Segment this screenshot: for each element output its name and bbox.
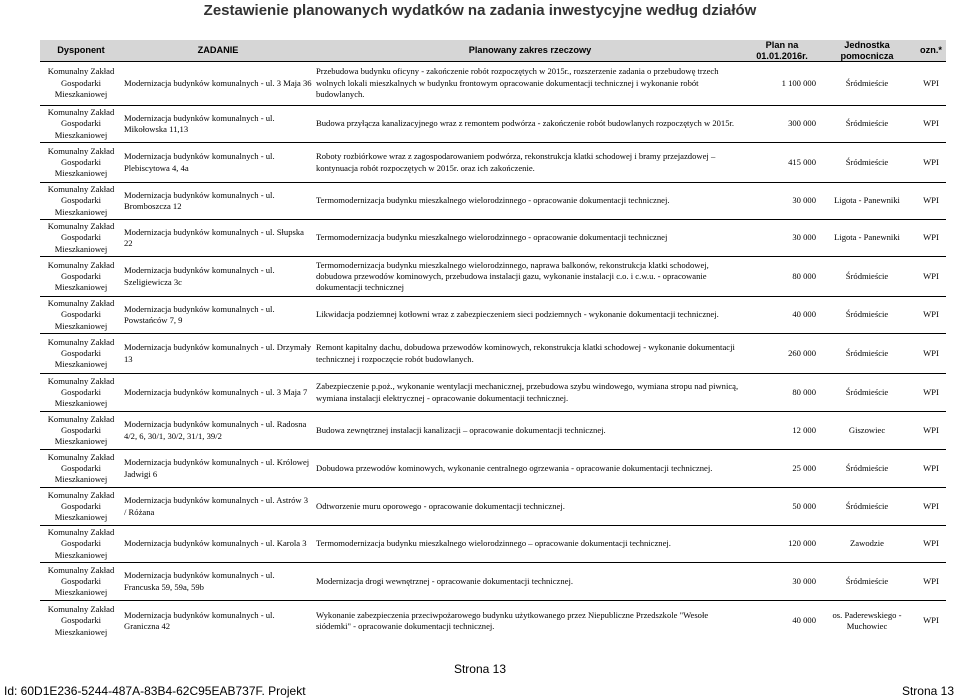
plan-value: 120 000 bbox=[746, 526, 818, 563]
scope-cell: Dobudowa przewodów kominowych, wykonanie centralnego ogrzewania - opracowanie dokumentacji technicznej. bbox=[314, 450, 746, 488]
scope-cell: Termomodernizacja budynku mieszkalnego wielorodzinnego - opracowanie dokumentacji technicznej bbox=[314, 220, 746, 257]
dysponent-cell: Komunalny Zakład Gospodarki Mieszkaniowej bbox=[40, 526, 122, 563]
scope-cell: Wykonanie zabezpieczenia przeciwpożarowego budynku użytkowanego przez Niepubliczne Przedszkole "Wesołe siódemki" - opracowanie dokumentacji technicznej. bbox=[314, 601, 746, 641]
header-plan bbox=[746, 40, 818, 62]
table-row bbox=[40, 450, 946, 488]
task-cell: Modernizacja budynków komunalnych - ul. Szeligiewicza 3c bbox=[122, 257, 314, 297]
unit-cell: Śródmieście bbox=[818, 450, 916, 488]
task-cell: Modernizacja budynków komunalnych - ul. Plebiscytowa 4, 4a bbox=[122, 143, 314, 183]
task-cell: Modernizacja budynków komunalnych - ul. Drzymały 13 bbox=[122, 334, 314, 374]
task-cell: Modernizacja budynków komunalnych - ul. Mikołowska 11,13 bbox=[122, 106, 314, 143]
unit-cell: Ligota - Panewniki bbox=[818, 220, 916, 257]
task-cell: Modernizacja budynków komunalnych - ul. Radosna 4/2, 6, 30/1, 30/2, 31/1, 39/2 bbox=[122, 412, 314, 450]
task-cell: Modernizacja budynków komunalnych - ul. Astrów 3 / Różana bbox=[122, 488, 314, 526]
document-title: Zestawienie planowanych wydatków na zadania inwestycyjne według działów bbox=[203, 2, 757, 19]
task-cell: Modernizacja budynków komunalnych - ul. Francuska 59, 59a, 59b bbox=[122, 563, 314, 601]
header-plan-line1: Plan na bbox=[765, 40, 799, 51]
table-row bbox=[40, 106, 946, 143]
dysponent-cell: Komunalny Zakład Gospodarki Mieszkaniowej bbox=[40, 412, 122, 450]
unit-cell: Śródmieście bbox=[818, 143, 916, 183]
table-row bbox=[40, 297, 946, 334]
dysponent-cell: Komunalny Zakład Gospodarki Mieszkaniowej bbox=[40, 257, 122, 297]
table-row bbox=[40, 183, 946, 220]
scope-cell: Termomodernizacja budynku mieszkalnego wielorodzinnego, naprawa balkonów, rekonstrukcja klatki schodowej, dobudowa przewodów kominowych, przebudowa instalacji gazu, wykonanie instalacji c.o. i c.w.u. - opracowanie dokumentacji technicznej bbox=[314, 257, 746, 297]
task-cell: Modernizacja budynków komunalnych - ul. Królowej Jadwigi 6 bbox=[122, 450, 314, 488]
scope-cell: Budowa przyłącza kanalizacyjnego wraz z remontem podwórza - zakończenie robót budowlanych rozpoczętych w 2015r. bbox=[314, 106, 746, 143]
table-header bbox=[40, 40, 946, 62]
scope-cell: Modernizacja drogi wewnętrznej - opracowanie dokumentacji technicznej. bbox=[314, 563, 746, 601]
unit-cell: Giszowiec bbox=[818, 412, 916, 450]
scope-cell: Likwidacja podziemnej kotłowni wraz z zabezpieczeniem sieci podziemnych - wykonanie dokumentacji technicznej. bbox=[314, 297, 746, 334]
unit-cell: Śródmieście bbox=[818, 374, 916, 412]
dysponent-cell: Komunalny Zakład Gospodarki Mieszkaniowej bbox=[40, 601, 122, 641]
scope-cell: Odtworzenie muru oporowego - opracowanie dokumentacji technicznej. bbox=[314, 488, 746, 526]
plan-value: 12 000 bbox=[746, 412, 818, 450]
plan-value: 25 000 bbox=[746, 450, 818, 488]
table-row bbox=[40, 412, 946, 450]
plan-value: 30 000 bbox=[746, 220, 818, 257]
unit-cell: Zawodzie bbox=[818, 526, 916, 563]
plan-value: 1 100 000 bbox=[746, 62, 818, 106]
ozn-cell: WPI bbox=[916, 143, 946, 183]
plan-value: 30 000 bbox=[746, 183, 818, 220]
ozn-cell: WPI bbox=[916, 488, 946, 526]
plan-value: 80 000 bbox=[746, 374, 818, 412]
task-cell: Modernizacja budynków komunalnych - ul. Karola 3 bbox=[122, 526, 314, 563]
table-row bbox=[40, 143, 946, 183]
unit-cell: Śródmieście bbox=[818, 62, 916, 106]
ozn-cell: WPI bbox=[916, 526, 946, 563]
ozn-cell: WPI bbox=[916, 106, 946, 143]
unit-cell: Ligota - Panewniki bbox=[818, 183, 916, 220]
dysponent-cell: Komunalny Zakład Gospodarki Mieszkaniowej bbox=[40, 374, 122, 412]
dysponent-cell: Komunalny Zakład Gospodarki Mieszkaniowej bbox=[40, 143, 122, 183]
table-row bbox=[40, 563, 946, 601]
scope-cell: Przebudowa budynku oficyny - zakończenie robót rozpoczętych w 2015r., rozszerzenie zadania o przebudowę trzech wolnych lokali mieszkalnych w budynku frontowym opracowanie dokumentacji technicznej i wykonanie robót budowlanych. bbox=[314, 62, 746, 106]
dysponent-cell: Komunalny Zakład Gospodarki Mieszkaniowej bbox=[40, 106, 122, 143]
document-id: Id: 60D1E236-5244-487A-83B4-62C95EAB737F. Projekt bbox=[4, 684, 306, 698]
unit-cell: Śródmieście bbox=[818, 488, 916, 526]
unit-cell: Śródmieście bbox=[818, 334, 916, 374]
plan-value: 40 000 bbox=[746, 601, 818, 641]
dysponent-cell: Komunalny Zakład Gospodarki Mieszkaniowej bbox=[40, 62, 122, 106]
plan-value: 415 000 bbox=[746, 143, 818, 183]
ozn-cell: WPI bbox=[916, 601, 946, 641]
table-row bbox=[40, 62, 946, 106]
dysponent-cell: Komunalny Zakład Gospodarki Mieszkaniowej bbox=[40, 450, 122, 488]
ozn-cell: WPI bbox=[916, 334, 946, 374]
task-cell: Modernizacja budynków komunalnych - ul. 3 Maja 36 bbox=[122, 62, 314, 106]
table-row bbox=[40, 374, 946, 412]
ozn-cell: WPI bbox=[916, 183, 946, 220]
dysponent-cell: Komunalny Zakład Gospodarki Mieszkaniowej bbox=[40, 334, 122, 374]
dysponent-cell: Komunalny Zakład Gospodarki Mieszkaniowej bbox=[40, 220, 122, 257]
dysponent-cell: Komunalny Zakład Gospodarki Mieszkaniowej bbox=[40, 563, 122, 601]
unit-cell: Śródmieście bbox=[818, 563, 916, 601]
ozn-cell: WPI bbox=[916, 412, 946, 450]
table-row bbox=[40, 488, 946, 526]
unit-cell: os. Paderewskiego - Muchowiec bbox=[818, 601, 916, 641]
ozn-cell: WPI bbox=[916, 220, 946, 257]
dysponent-cell: Komunalny Zakład Gospodarki Mieszkaniowej bbox=[40, 183, 122, 220]
table-row bbox=[40, 220, 946, 257]
plan-value: 40 000 bbox=[746, 297, 818, 334]
scope-cell: Zabezpieczenie p.poż., wykonanie wentylacji mechanicznej, przebudowa szybu windowego, wymiana stropu nad piwnicą, wymiana instalacji elektrycznej - opracowanie dokumentacji technicznej. bbox=[314, 374, 746, 412]
unit-cell: Śródmieście bbox=[818, 257, 916, 297]
scope-cell: Termomodernizacja budynku mieszkalnego wielorodzinnego - opracowanie dokumentacji technicznej. bbox=[314, 183, 746, 220]
plan-value: 300 000 bbox=[746, 106, 818, 143]
table-row bbox=[40, 334, 946, 374]
ozn-cell: WPI bbox=[916, 62, 946, 106]
ozn-cell: WPI bbox=[916, 450, 946, 488]
plan-value: 80 000 bbox=[746, 257, 818, 297]
table-row bbox=[40, 601, 946, 641]
scope-cell: Budowa zewnętrznej instalacji kanalizacji – opracowanie dokumentacji technicznej. bbox=[314, 412, 746, 450]
header-zakres: Planowany zakres rzeczowy bbox=[314, 40, 746, 62]
task-cell: Modernizacja budynków komunalnych - ul. Graniczna 42 bbox=[122, 601, 314, 641]
header-dysponent: Dysponent bbox=[40, 40, 122, 62]
ozn-cell: WPI bbox=[916, 374, 946, 412]
header-ozn: ozn.* bbox=[916, 40, 946, 62]
ozn-cell: WPI bbox=[916, 257, 946, 297]
ozn-cell: WPI bbox=[916, 297, 946, 334]
unit-cell: Śródmieście bbox=[818, 297, 916, 334]
task-cell: Modernizacja budynków komunalnych - ul. Słupska 22 bbox=[122, 220, 314, 257]
task-cell: Modernizacja budynków komunalnych - ul. Bromboszcza 12 bbox=[122, 183, 314, 220]
plan-value: 260 000 bbox=[746, 334, 818, 374]
header-zadanie: ZADANIE bbox=[122, 40, 314, 62]
unit-cell: Śródmieście bbox=[818, 106, 916, 143]
header-plan-line2: 01.01.2016r. bbox=[756, 50, 808, 61]
table-row bbox=[40, 526, 946, 563]
dysponent-cell: Komunalny Zakład Gospodarki Mieszkaniowej bbox=[40, 488, 122, 526]
dysponent-cell: Komunalny Zakład Gospodarki Mieszkaniowej bbox=[40, 297, 122, 334]
investment-table bbox=[40, 40, 946, 641]
page-number-right: Strona 13 bbox=[901, 684, 954, 698]
task-cell: Modernizacja budynków komunalnych - ul. Powstańców 7, 9 bbox=[122, 297, 314, 334]
page-number: Strona 13 bbox=[453, 662, 507, 676]
ozn-cell: WPI bbox=[916, 563, 946, 601]
scope-cell: Remont kapitalny dachu, dobudowa przewodów kominowych, rekonstrukcja klatki schodowej - wykonanie dokumentacji technicznej i rozpoczęcie robót budowlanych. bbox=[314, 334, 746, 374]
plan-value: 30 000 bbox=[746, 563, 818, 601]
task-cell: Modernizacja budynków komunalnych - ul. 3 Maja 7 bbox=[122, 374, 314, 412]
table-row bbox=[40, 257, 946, 297]
scope-cell: Termomodernizacja budynku mieszkalnego wielorodzinnego – opracowanie dokumentacji technicznej. bbox=[314, 526, 746, 563]
scope-cell: Roboty rozbiórkowe wraz z zagospodarowaniem podwórza, rekonstrukcja klatki schodowej i bramy przejazdowej – kontynuacja robót rozpoczętych w 2015r. oraz ich zakończenie. bbox=[314, 143, 746, 183]
header-jednostka: Jednostka pomocnicza bbox=[818, 40, 916, 62]
plan-value: 50 000 bbox=[746, 488, 818, 526]
